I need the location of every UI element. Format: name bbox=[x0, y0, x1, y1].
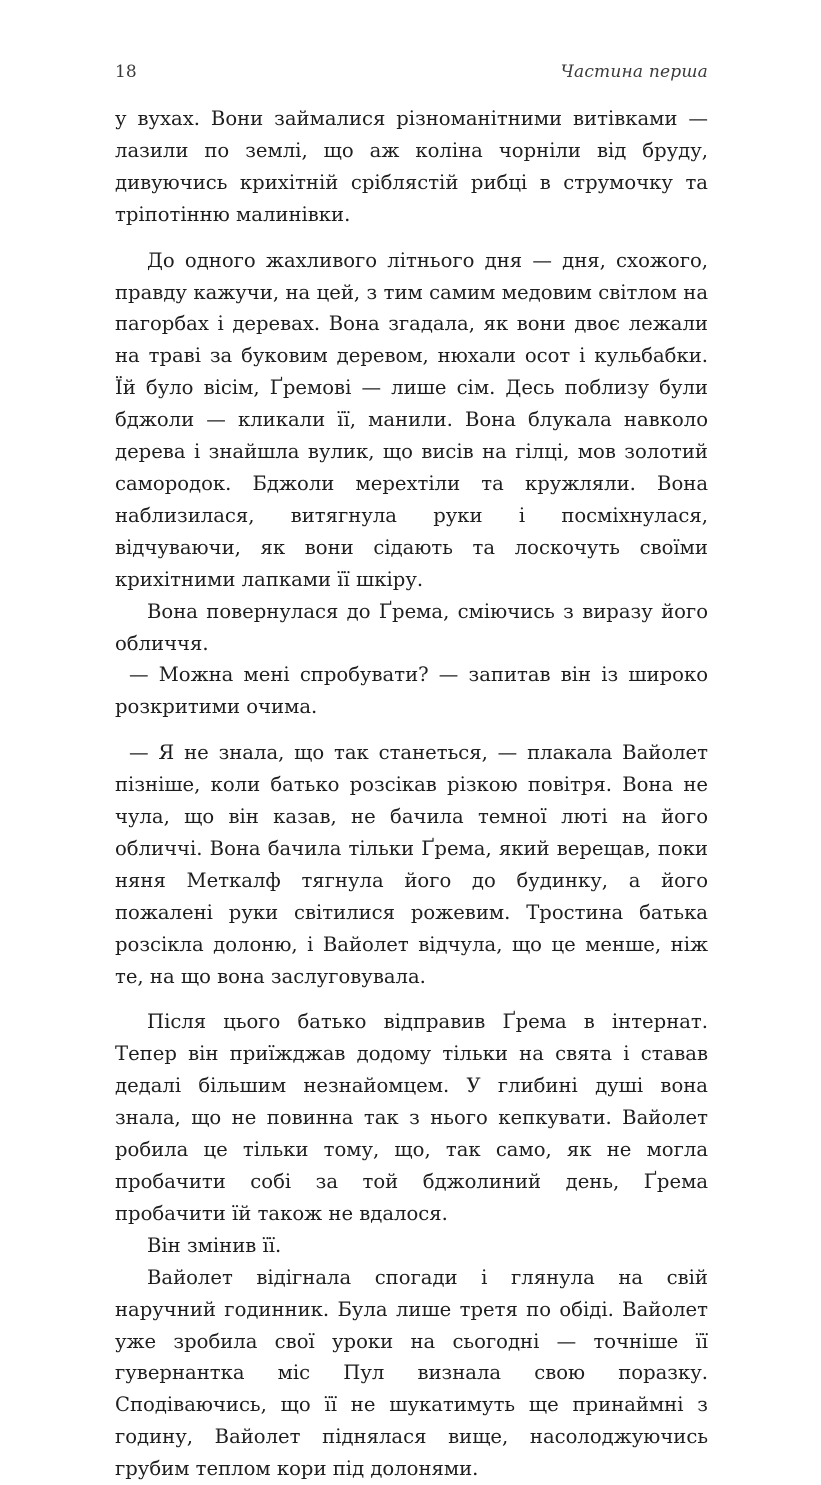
running-head: Частина перша bbox=[560, 62, 708, 82]
paragraph-he-changed-her: Він змінив її. bbox=[147, 1233, 282, 1257]
body-text bbox=[115, 103, 708, 1485]
page-number: 18 bbox=[115, 62, 137, 82]
page-header bbox=[115, 62, 708, 86]
paragraph-turned-to-grem: Вона повернулася до Ґрема, сміючись з виразу його обличчя. bbox=[115, 599, 708, 655]
paragraph-continuation: у вухах. Вони займалися різноманітними витівками — лазили по землі, що аж коліна чорніли від бруду, дивуючись крихітній сріблястій рибці в струмочку та тріпотінню малинівки. bbox=[115, 107, 708, 226]
paragraph-bee-memory: До одного жахливого літнього дня — дня, схожого, правду кажучи, на цей, з тим самим медовим світлом на пагорбах і деревах. Вона згадала, як вони двоє лежали на траві за буковим деревом, нюхали осот і кульбабки. Їй було вісім, Ґремові — лише сім. Десь поблизу були бджоли — кликали її, манили. Вона блукала навколо дерева і знайшла вулик, що висів на гілці, мов золотий самородок. Бджоли мерехтіли та кружляли. Вона наблизилася, витягнула руки і посміхнулася, відчуваючи, як вони сідають та лоскочуть своїми крихітними лапками її шкіру. bbox=[115, 248, 708, 591]
dialog-can-i-try: — Можна мені спробувати? — запитав він із широко розкритими очима. bbox=[115, 663, 708, 719]
paragraph-boarding-school: Після цього батько відправив Ґрема в інтернат. Тепер він приїжджав додому тільки на свята і ставав дедалі більшим незнайомцем. У глибині душі вона знала, що не повинна так з нього кепкувати. Вайолет робила це тільки тому, що, так само, як не могла пробачити собі за той бджолиний день, Ґрема пробачити їй також не вдалося. bbox=[115, 1010, 708, 1225]
paragraph-watch-and-climb: Вайолет відігнала спогади і глянула на свій наручний годинник. Була лише третя по обіді. Вайолет уже зробила свої уроки на сьогодні — точніше її гувернантка міс Пул визнала свою поразку. Сподіваючись, що її не шукатимуть ще принаймні з годину, Вайолет піднялася вище, насолоджуючись грубим теплом кори під долонями. bbox=[115, 1265, 708, 1481]
dialog-i-did-not-know: — Я не знала, що так станеться, — плакала Вайолет пізніше, коли батько розсікав різкою повітря. Вона не чула, що він казав, не бачила темної люті на його обличчі. Вона бачила тільки Ґрема, який верещав, поки няня Меткалф тягнула його до будинку, а його пожалені руки світилися рожевим. Тростина батька розсікла долоню, і Вайолет відчула, що це менше, ніж те, на що вона заслуговувала. bbox=[115, 741, 708, 988]
